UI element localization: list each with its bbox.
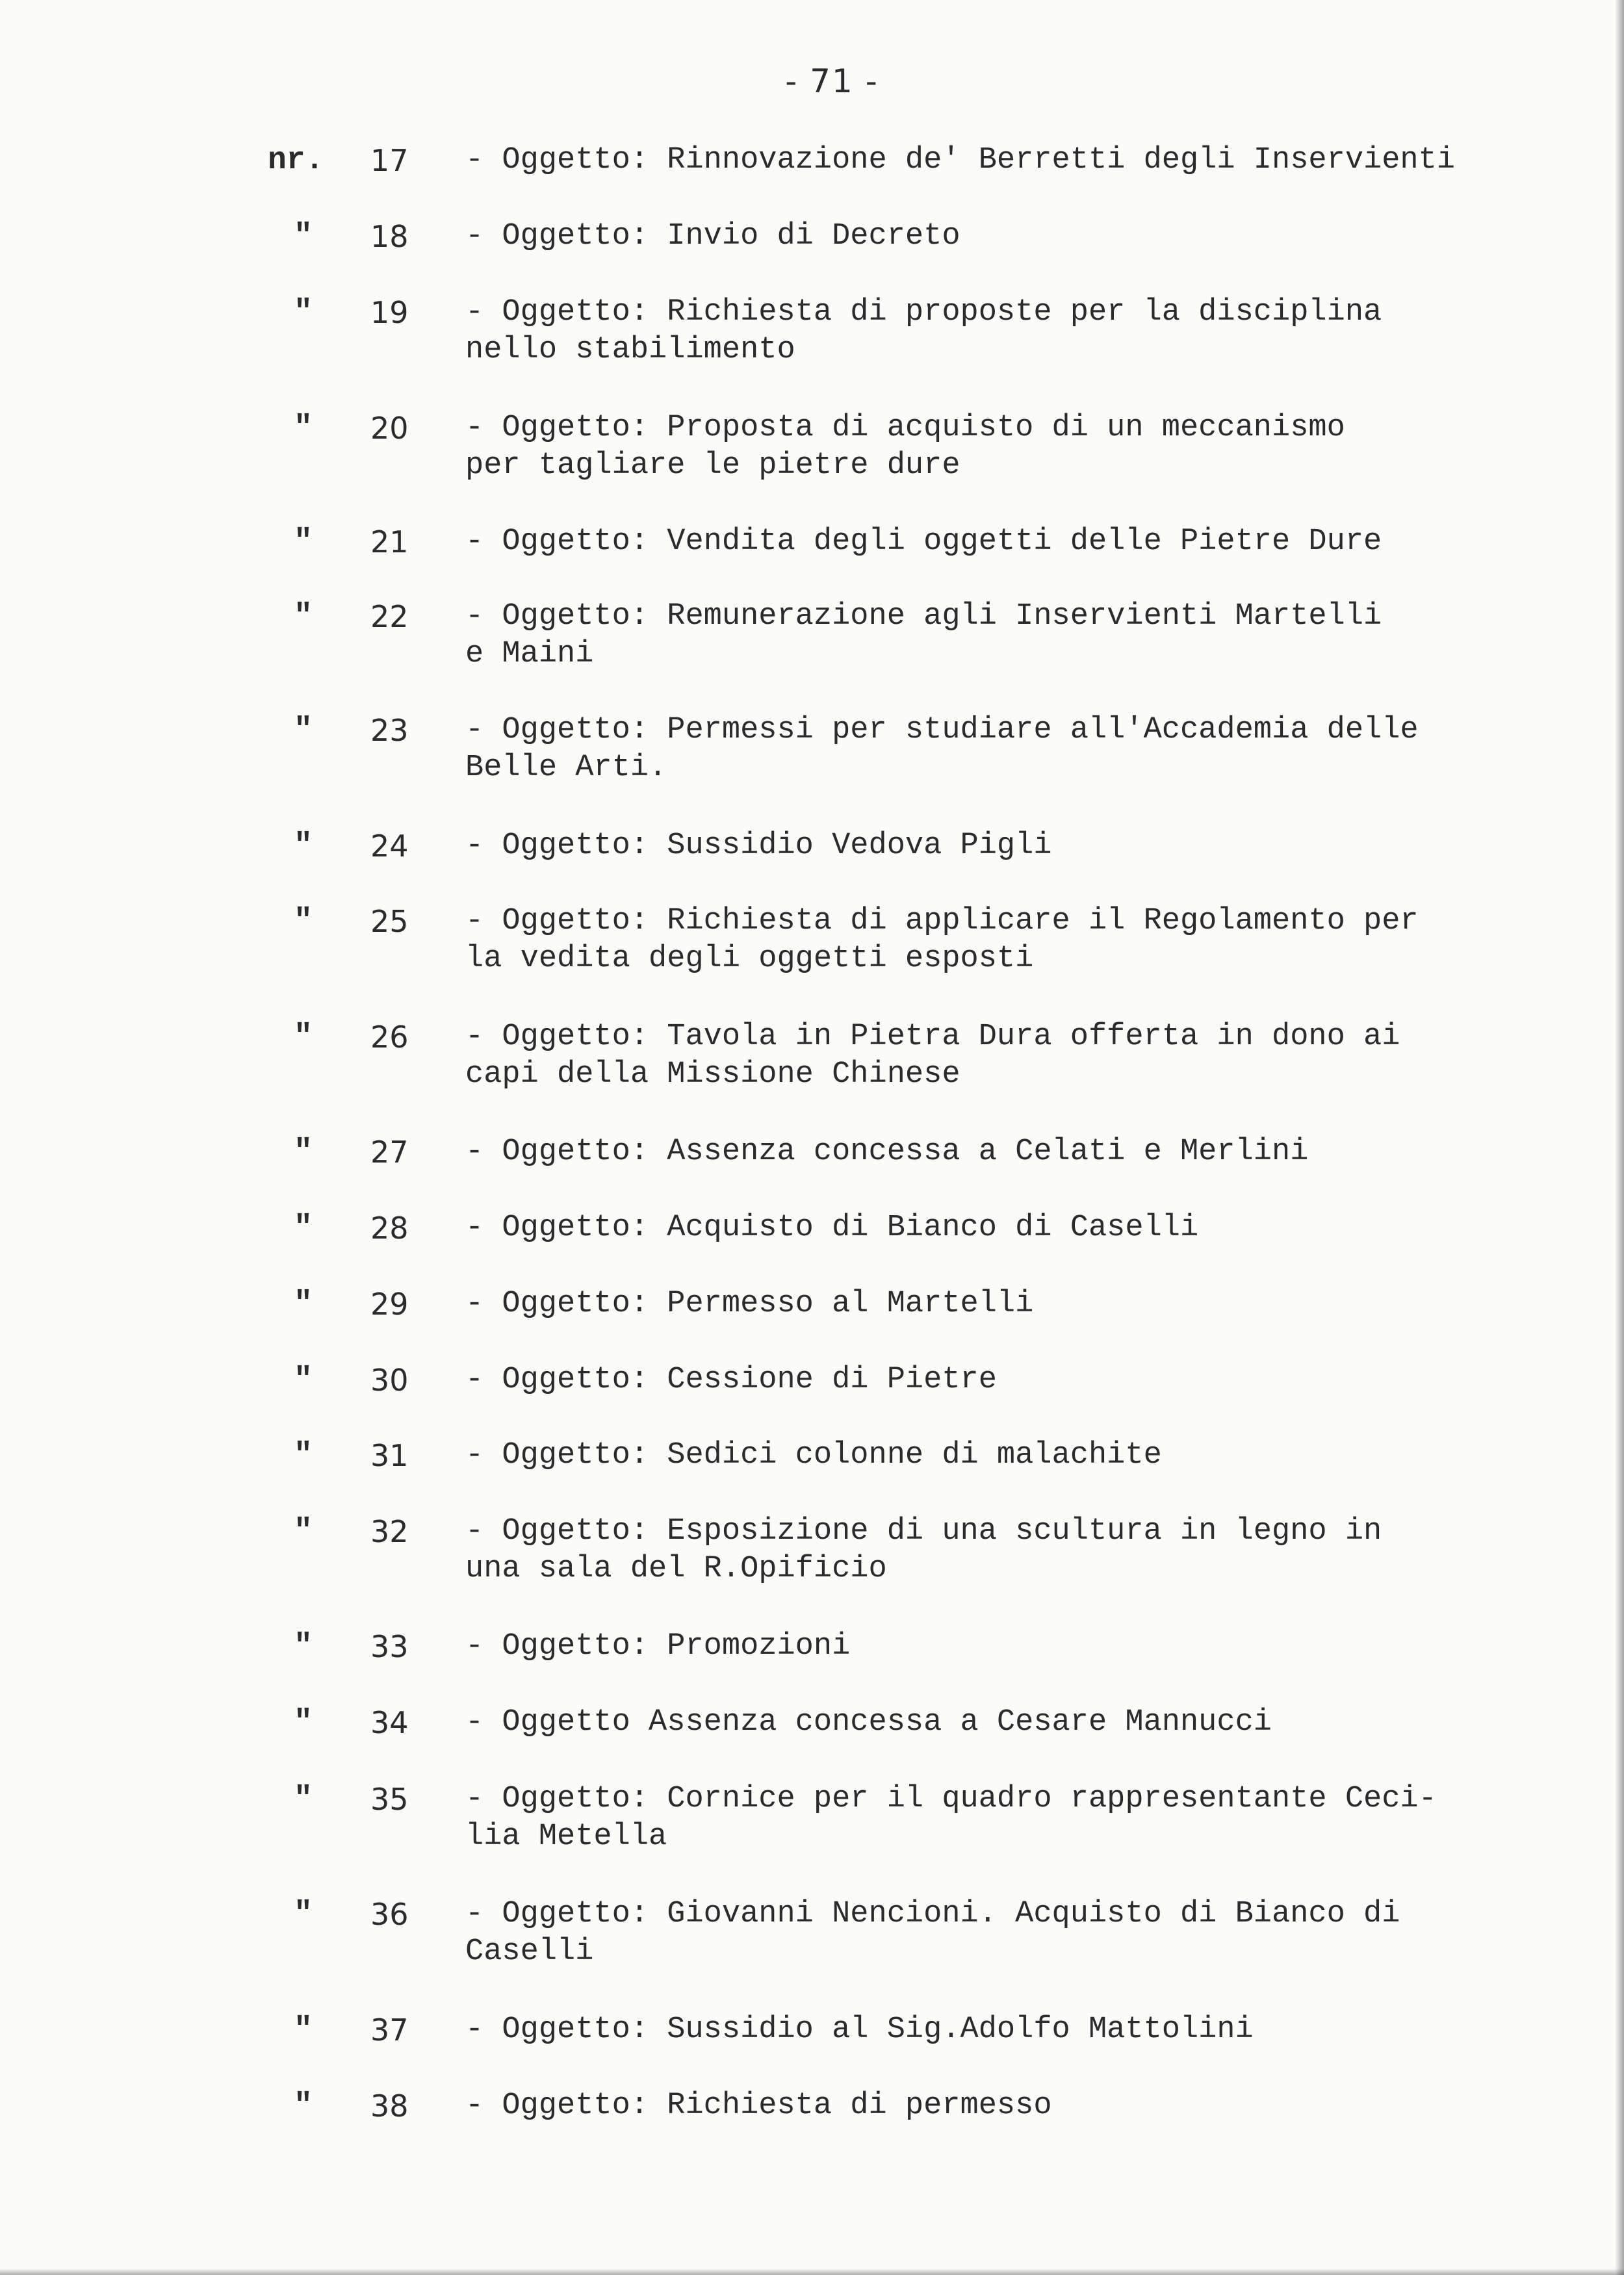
entry-text-line: - Oggetto: Proposta di acquisto di un meccanismo: [465, 411, 1345, 445]
entry-text-line: - Oggetto: Esposizione di una scultura in legno in: [465, 1514, 1382, 1549]
entry-text-line: - Oggetto: Vendita degli oggetti delle Pietre Dure: [465, 524, 1382, 559]
entry-text-line: - Oggetto: Permesso al Martelli: [465, 1287, 1034, 1321]
entry-text-line: lia Metella: [465, 1819, 667, 1854]
entry-text-line: - Oggetto: Tavola in Pietra Dura offerta in dono ai: [465, 1020, 1400, 1054]
entry-text-line: - Oggetto: Sedici colonne di malachite: [465, 1438, 1162, 1472]
entry-prefix-ditto: ": [294, 1363, 313, 1398]
entry-prefix-ditto: ": [294, 1211, 313, 1246]
entry-prefix-ditto: ": [294, 524, 313, 559]
entry-prefix-ditto: ": [294, 1705, 313, 1740]
entry-text-line: - Oggetto: Sussidio Vedova Pigli: [465, 829, 1052, 863]
entry-text: [465, 1361, 1544, 1399]
entry-text-line: - Oggetto: Rinnovazione de' Berretti degli Inservienti: [465, 143, 1456, 177]
entry-prefix-ditto: ": [294, 1438, 313, 1473]
entry-number: 18: [370, 219, 409, 254]
entry-text-line: - Oggetto: Richiesta di applicare il Regolamento per: [465, 904, 1419, 938]
entry-text-line: - Oggetto: Permessi per studiare all'Accademia delle: [465, 713, 1419, 747]
entry-number: 24: [370, 829, 409, 864]
scan-edge-shadow: [1615, 0, 1624, 2275]
entry-text: [465, 1896, 1544, 1971]
entry-text-line: - Oggetto: Remunerazione agli Inservienti Martelli: [465, 599, 1382, 634]
entry-text-line: e Maini: [465, 637, 594, 671]
entry-text-line: Caselli: [465, 1934, 594, 1969]
entry-text: [465, 1285, 1544, 1323]
entry-text-line: - Oggetto: Promozioni: [465, 1629, 851, 1664]
entry-text-line: - Oggetto: Cornice per il quadro rappresentante Ceci-: [465, 1782, 1437, 1816]
entry-prefix-ditto: ": [294, 1782, 313, 1817]
entry-text-line: nello stabilimento: [465, 333, 795, 367]
entry-number: 31: [370, 1438, 409, 1473]
entry-number: 17: [370, 143, 409, 178]
entry-number: 37: [370, 2012, 409, 2048]
entry-number: 26: [370, 1020, 409, 1055]
entry-text: [465, 827, 1544, 865]
entry-number: 35: [370, 1782, 409, 1817]
entry-text: [465, 294, 1544, 369]
entry-text-line: - Oggetto: Assenza concessa a Celati e Merlini: [465, 1135, 1309, 1169]
entry-text: [465, 1513, 1544, 1588]
entry-text-line: - Oggetto: Acquisto di Bianco di Caselli: [465, 1211, 1199, 1245]
entry-prefix-ditto: ": [294, 1020, 313, 1055]
entry-text-line: - Oggetto: Sussidio al Sig.Adolfo Mattolini: [465, 2012, 1254, 2047]
entry-prefix-ditto: ": [294, 1897, 313, 1932]
entry-text-line: Belle Arti.: [465, 751, 667, 785]
entry-prefix-ditto: ": [294, 295, 313, 330]
entry-prefix-ditto: ": [294, 411, 313, 446]
entry-text: [465, 523, 1544, 561]
entry-text: [465, 409, 1544, 485]
entry-prefix-ditto: ": [294, 599, 313, 634]
entry-prefix-ditto: ": [294, 904, 313, 939]
entry-text-line: - Oggetto Assenza concessa a Cesare Mannucci: [465, 1705, 1272, 1740]
entry-prefix-ditto: ": [294, 2089, 313, 2124]
scan-bottom-shadow: [0, 2269, 1624, 2275]
entry-number: 30: [370, 1363, 409, 1398]
entry-text: [465, 1704, 1544, 1742]
entry-text-line: - Oggetto: Richiesta di permesso: [465, 2089, 1052, 2123]
entry-text-line: la vedita degli oggetti esposti: [465, 942, 1034, 976]
entry-number: 27: [370, 1135, 409, 1170]
entry-text-line: per tagliare le pietre dure: [465, 448, 960, 483]
entry-text: [465, 1628, 1544, 1665]
entry-text-line: - Oggetto: Richiesta di proposte per la disciplina: [465, 295, 1382, 329]
entry-text: [465, 1780, 1544, 1856]
entry-prefix-ditto: ": [294, 219, 313, 254]
entry-text: [465, 142, 1544, 179]
entry-text: [465, 2011, 1544, 2049]
entry-prefix-ditto: ": [294, 1287, 313, 1322]
entry-number: 36: [370, 1897, 409, 1932]
entry-number: 22: [370, 599, 409, 634]
entry-number: 23: [370, 713, 409, 748]
entry-number: 28: [370, 1211, 409, 1246]
entry-number: 20: [370, 411, 409, 446]
entry-prefix-ditto: ": [294, 2012, 313, 2048]
entry-text-line: - Oggetto: Cessione di Pietre: [465, 1363, 997, 1397]
entry-text-line: - Oggetto: Giovanni Nencioni. Acquisto di Bianco di: [465, 1897, 1400, 1931]
entry-text: [465, 1018, 1544, 1094]
entry-number: 25: [370, 904, 409, 939]
page-number: - 71 -: [785, 62, 879, 100]
entry-text: [465, 1133, 1544, 1171]
entry-text: [465, 712, 1544, 787]
entry-prefix-ditto: ": [294, 713, 313, 748]
entry-prefix-ditto: ": [294, 1514, 313, 1549]
entry-text-line: una sala del R.Opificio: [465, 1552, 887, 1586]
entry-prefix-ditto: ": [294, 1629, 313, 1664]
entry-prefix-ditto: ": [294, 1135, 313, 1170]
entry-text: [465, 218, 1544, 255]
entry-number: 38: [370, 2089, 409, 2124]
entry-prefix-ditto: ": [294, 829, 313, 864]
entry-number: 21: [370, 524, 409, 559]
entry-number: 32: [370, 1514, 409, 1549]
entry-text: [465, 2087, 1544, 2125]
entry-text: [465, 598, 1544, 673]
entry-text-line: capi della Missione Chinese: [465, 1057, 960, 1092]
entry-text: [465, 1209, 1544, 1247]
entry-prefix-nr: nr.: [268, 143, 324, 178]
entry-text: [465, 1437, 1544, 1474]
entry-number: 34: [370, 1705, 409, 1740]
entry-text: [465, 903, 1544, 978]
entry-text-line: - Oggetto: Invio di Decreto: [465, 219, 960, 253]
entry-number: 19: [370, 295, 409, 330]
entry-number: 29: [370, 1287, 409, 1322]
entry-number: 33: [370, 1629, 409, 1664]
